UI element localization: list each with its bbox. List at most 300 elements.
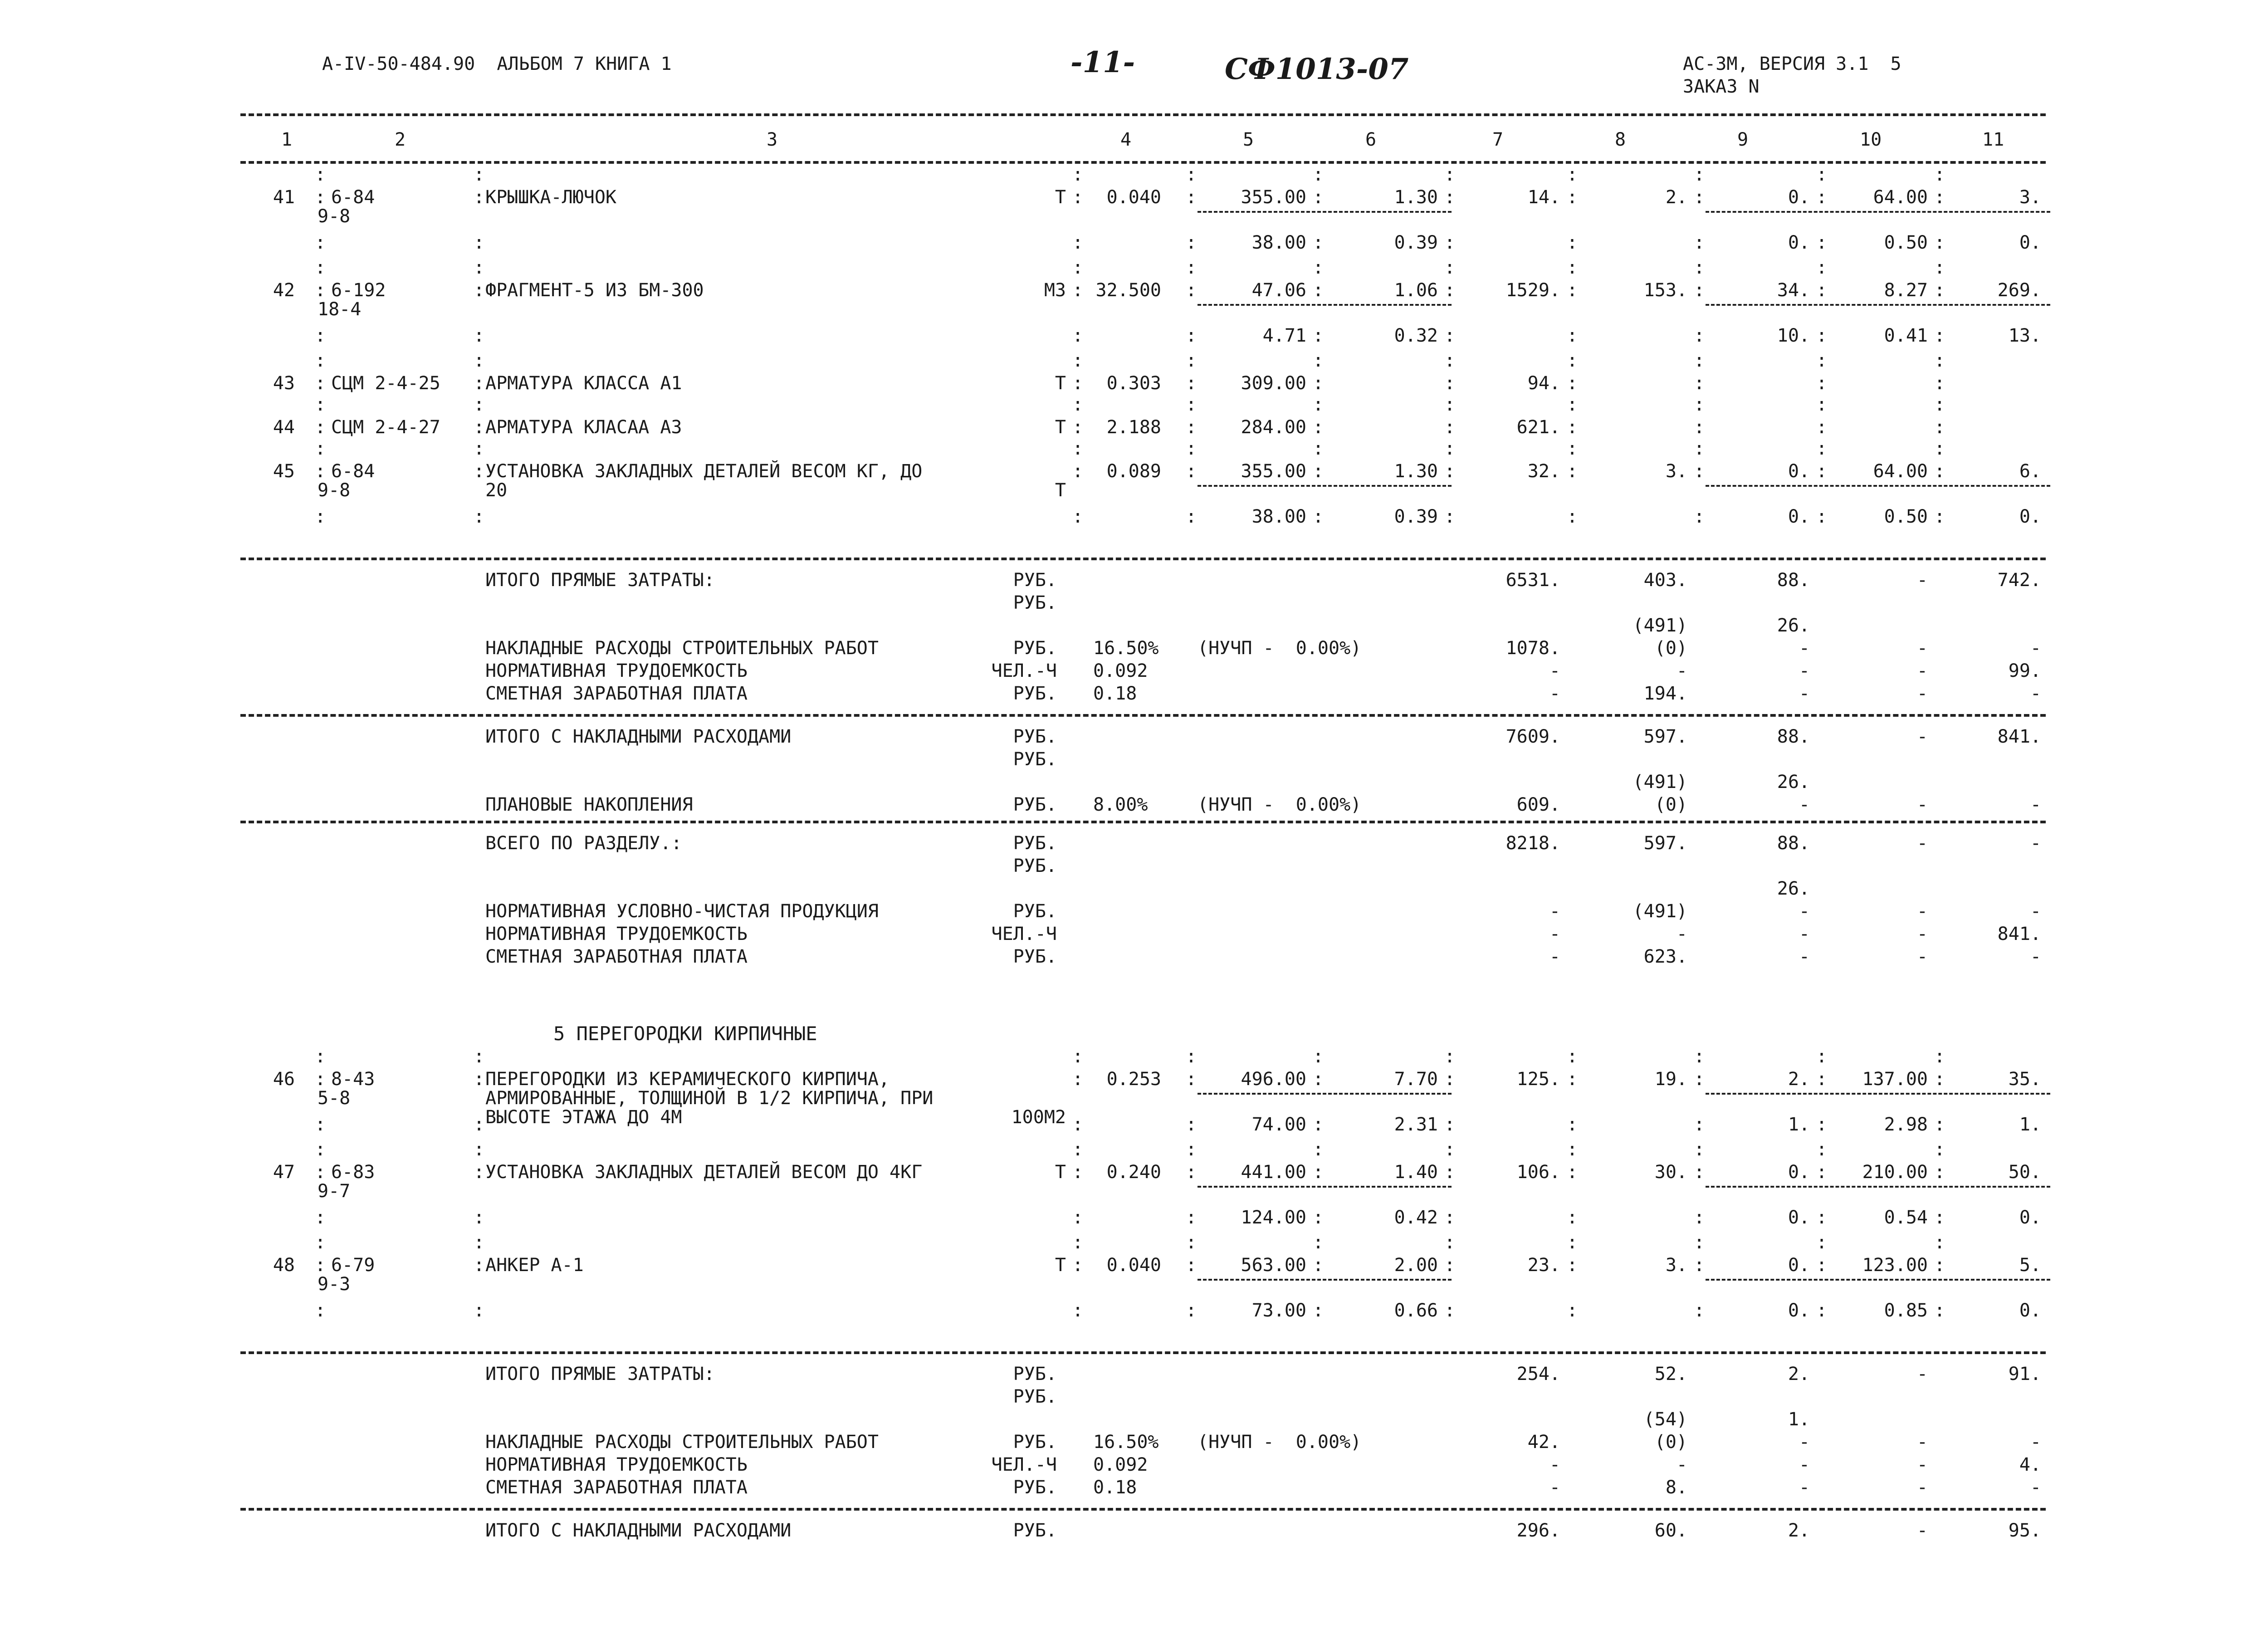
wage-value: 0.18 [1093,683,1137,704]
items.2-gap-separator-8: : [1816,350,1828,371]
item-unit: Т [1055,1255,1066,1276]
items.4-row-separator-3: : [1186,461,1197,482]
item-sub-value-s9: 0. [1788,1207,1810,1228]
items.0-row-separator-8: : [1816,187,1828,208]
section5.items.2-subrow-separator-6: : [1567,1300,1578,1321]
section5.items.2-row-separator-3: : [1186,1255,1197,1276]
items.1-gap-separator-9: : [1934,257,1945,278]
section5.items.2-subrow-separator-2: : [1072,1300,1084,1321]
item-value-c9: 2. [1788,1069,1810,1090]
section5.items.0-subrow-separator-3: : [1186,1114,1197,1135]
s5-direct-costs-col9-sub: 1. [1788,1409,1810,1430]
item-name-line: 20 [485,480,508,501]
items.3-gap-separator-5: : [1444,394,1456,415]
items.4-subrow-separator-8: : [1816,506,1828,527]
items.2-gap-separator-5: : [1444,350,1456,371]
overhead-unit: РУБ. [1013,638,1057,659]
items.3-row-separator-5: : [1444,417,1456,438]
items.2-row-separator-4: : [1313,373,1324,394]
s5-direct-costs-col8-sub: (54) [1643,1409,1687,1430]
section5.items.1-subrow-separator-0: : [315,1207,326,1228]
planned-savings-c8: (0) [1654,794,1687,815]
item-value-c5: 355.00 [1241,187,1306,208]
item-sub-value-s6: 0.39 [1394,506,1438,527]
section-title: 5 ПЕРЕГОРОДКИ КИРПИЧНЫЕ [553,1022,817,1045]
s5-with-overhead-label: ИТОГО С НАКЛАДНЫМИ РАСХОДАМИ [485,1520,792,1541]
labor-c8: - [1676,660,1687,681]
section5.items.0-subrule [1198,1093,1452,1095]
section5.items.0-row-separator-6: : [1567,1069,1578,1090]
item-value-c6: 1.40 [1394,1162,1438,1183]
planned-savings-label: ПЛАНОВЫЕ НАКОПЛЕНИЯ [485,794,693,815]
wages-c8: 194. [1643,683,1687,704]
section5.items.2-row-separator-9: : [1934,1255,1945,1276]
item-value-c11: 269. [1997,280,2041,301]
item-value-qty: 0.089 [1106,461,1161,482]
section5.items.0-row-separator-9: : [1934,1069,1945,1090]
item-code: СЦМ 2-4-25 [331,373,440,394]
items.0-row-separator-2: : [1072,187,1084,208]
items.4-row-separator-1: : [474,461,485,482]
section5.items.1-gap-separator-4: : [1313,1139,1324,1160]
program-version: АС-3М, ВЕРСИЯ 3.1 5 [1683,54,1901,74]
section5.items.1-gap-separator-0: : [315,1139,326,1160]
item-code: 8-43 [331,1069,375,1090]
section5.items.0-gap-separator-1: : [474,1046,485,1067]
rule-before-final [240,1508,2046,1511]
items.2-row-separator-9: : [1934,373,1945,394]
items.2-row-separator-7: : [1694,373,1705,394]
item-value-c7: 125. [1516,1069,1560,1090]
item-sub-value-s5: 38.00 [1251,506,1306,527]
section5.items.0-row-separator-1: : [474,1069,485,1090]
items.3-gap-separator-6: : [1567,394,1578,415]
section5.items.2-gap-separator-0: : [315,1232,326,1253]
item-value-c9: 0. [1788,1162,1810,1183]
items.1-subrow-separator-9: : [1934,325,1945,346]
items.1-subrow-separator-1: : [474,325,485,346]
section5.items.0-subrow-separator-7: : [1694,1114,1705,1135]
items.4-gap-separator-2: : [1072,438,1084,459]
item-value-c8: 2. [1665,187,1687,208]
overhead-c11: - [2030,638,2041,659]
items.0-gap-separator-5: : [1444,164,1456,185]
section5.items.1-subrow-separator-9: : [1934,1207,1945,1228]
s5-labor-value: 0.092 [1093,1454,1148,1475]
section5.items.1-row-separator-4: : [1313,1162,1324,1183]
item-sub-value-s5: 74.00 [1251,1114,1306,1135]
s5-direct-costs-unit-2: РУБ. [1013,1386,1057,1407]
items.3-gap-separator-7: : [1694,394,1705,415]
direct-costs-unit-2: РУБ. [1013,592,1057,613]
items.2-gap-separator-3: : [1186,350,1197,371]
section5.items.0-gap-separator-4: : [1313,1046,1324,1067]
item-sub-value-s10: 0.41 [1884,325,1928,346]
item-value-qty: 0.040 [1106,1255,1161,1276]
section5.items.2-row-separator-8: : [1816,1255,1828,1276]
items.3-row-separator-1: : [474,417,485,438]
items.1-gap-separator-6: : [1567,257,1578,278]
direct-costs-unit: РУБ. [1013,570,1057,591]
planned-savings-c11: - [2030,794,2041,815]
s5-overhead-percent: 16.50% [1093,1432,1159,1453]
item-value-c5: 47.06 [1251,280,1306,301]
section-labor-unit: ЧЕЛ.-Ч [991,924,1057,944]
section-labor-c11: 841. [1997,924,2041,944]
item-sub-value-s6: 0.32 [1394,325,1438,346]
items.4-row-separator-9: : [1934,461,1945,482]
section-wages-unit: РУБ. [1013,946,1057,967]
direct-costs-c8: 403. [1643,570,1687,591]
net-product-unit: РУБ. [1013,901,1057,922]
column-number-5: 5 [1243,129,1254,150]
item-value-c9: 0. [1788,187,1810,208]
s5-labor-c8: - [1676,1454,1687,1475]
items.1-subrow-separator-4: : [1313,325,1324,346]
section5.items.0-gap-separator-5: : [1444,1046,1456,1067]
items.2-row-separator-8: : [1816,373,1828,394]
item-value-qty: 32.500 [1095,280,1161,301]
item-sub-value-s6: 2.31 [1394,1114,1438,1135]
section5.items.2-subrow-separator-8: : [1816,1300,1828,1321]
section5.items.1-gap-separator-2: : [1072,1139,1084,1160]
items.3-row-separator-9: : [1934,417,1945,438]
item-value-c10: 123.00 [1862,1255,1928,1276]
net-product-c9: - [1799,901,1810,922]
wages-c11: - [2030,683,2041,704]
planned-savings-c9: - [1799,794,1810,815]
overhead-c7: 1078. [1505,638,1560,659]
item-value-c8: 19. [1654,1069,1687,1090]
section-total-unit: РУБ. [1013,833,1057,854]
item-value-c9: 0. [1788,1255,1810,1276]
with-overhead-col9-sub: 26. [1777,772,1810,793]
item-name-line: АРМИРОВАННЫЕ, ТОЛЩИНОЙ В 1/2 КИРПИЧА, ПРИ [485,1088,934,1109]
items.4-row-separator-2: : [1072,461,1084,482]
section5.items.0-gap-separator-7: : [1694,1046,1705,1067]
items.2-row-separator-0: : [315,373,326,394]
section5.items.1-subrow-separator-8: : [1816,1207,1828,1228]
item-value-c11: 35. [2008,1069,2041,1090]
item-value-c10: 8.27 [1884,280,1928,301]
items.4-subrow-separator-0: : [315,506,326,527]
section5.items.0-gap-separator-6: : [1567,1046,1578,1067]
item-sub-value-s9: 10. [1777,325,1810,346]
item-value-c5: 284.00 [1241,417,1306,438]
overhead-percent: 16.50% [1093,638,1159,659]
item-value-c5: 309.00 [1241,373,1306,394]
column-number-2: 2 [395,129,406,150]
with-overhead-label: ИТОГО С НАКЛАДНЫМИ РАСХОДАМИ [485,726,792,747]
direct-costs-col8-sub: (491) [1633,615,1687,636]
section5.items.1-gap-separator-7: : [1694,1139,1705,1160]
item-number: 44 [273,417,295,438]
section5.items.1-row-separator-1: : [474,1162,485,1183]
items.3-gap-separator-3: : [1186,394,1197,415]
with-overhead-c7: 7609. [1505,726,1560,747]
items.0-subrow-separator-1: : [474,232,485,253]
item-unit: 100М2 [1011,1107,1066,1128]
item-number: 45 [273,461,295,482]
with-overhead-c10: - [1916,726,1928,747]
section5.items.1-subrow-separator-1: : [474,1207,485,1228]
labor-value: 0.092 [1093,660,1148,681]
section5.items.1-subrow-separator-5: : [1444,1207,1456,1228]
item-value-c7: 106. [1516,1162,1560,1183]
items.3-gap-separator-2: : [1072,394,1084,415]
items.4-subrow-separator-3: : [1186,506,1197,527]
section5.items.2-subrow-separator-0: : [315,1300,326,1321]
item-value-c8: 30. [1654,1162,1687,1183]
item-unit: Т [1055,373,1066,394]
section-total-c7: 8218. [1505,833,1560,854]
section5.items.2-gap-separator-9: : [1934,1232,1945,1253]
s5-labor-c7: - [1549,1454,1560,1475]
items.1-gap-separator-1: : [474,257,485,278]
items.4-gap-separator-0: : [315,438,326,459]
section5.items.0-gap-separator-2: : [1072,1046,1084,1067]
wages-c10: - [1916,683,1928,704]
items.1-row-separator-2: : [1072,280,1084,301]
item-sub-value-s5: 38.00 [1251,232,1306,253]
column-number-4: 4 [1120,129,1132,150]
item-value-c6: 2.00 [1394,1255,1438,1276]
labor-label: НОРМАТИВНАЯ ТРУДОЕМКОСТЬ [485,660,748,681]
items.0-gap-separator-4: : [1313,164,1324,185]
net-product-c10: - [1916,901,1928,922]
section5.items.2-gap-separator-7: : [1694,1232,1705,1253]
item-unit: Т [1055,187,1066,208]
s5-with-overhead-c7: 296. [1516,1520,1560,1541]
section5.items.1-subrow-separator-4: : [1313,1207,1324,1228]
items.0-gap-separator-1: : [474,164,485,185]
rule-before-totals-4 [240,1351,2046,1354]
items.4-gap-separator-8: : [1816,438,1828,459]
item-value-c11: 3. [2019,187,2041,208]
s5-labor-c11: 4. [2019,1454,2041,1475]
section5.items.1-row-separator-9: : [1934,1162,1945,1183]
section5.items.1-row-separator-3: : [1186,1162,1197,1183]
section5.items.2-gap-separator-8: : [1816,1232,1828,1253]
items.2-gap-separator-7: : [1694,350,1705,371]
items.4-row-separator-6: : [1567,461,1578,482]
items.1-subrow-separator-0: : [315,325,326,346]
items.2-row-separator-6: : [1567,373,1578,394]
s5-overhead-unit: РУБ. [1013,1432,1057,1453]
labor-c10: - [1916,660,1928,681]
items.0-subrow-separator-3: : [1186,232,1197,253]
net-product-label: НОРМАТИВНАЯ УСЛОВНО-ЧИСТАЯ ПРОДУКЦИЯ [485,901,879,922]
items.3-row-separator-8: : [1816,417,1828,438]
rule-before-totals-3 [240,821,2046,823]
items.4-subrow-separator-6: : [1567,506,1578,527]
overhead-c8: (0) [1654,638,1687,659]
item-unit: М3 [1044,280,1066,301]
item-code: 6-84 [331,461,375,482]
items.1-row-separator-8: : [1816,280,1828,301]
items.4-row-separator-7: : [1694,461,1705,482]
section5.items.2-subrow-separator-9: : [1934,1300,1945,1321]
items.4-row-separator-5: : [1444,461,1456,482]
rule-before-totals-2 [240,714,2046,717]
items.0-row-separator-1: : [474,187,485,208]
section5.items.1-gap-separator-9: : [1934,1139,1945,1160]
items.4-gap-separator-9: : [1934,438,1945,459]
section-total-c9: 88. [1777,833,1810,854]
items.2-gap-separator-6: : [1567,350,1578,371]
with-overhead-c8: 597. [1643,726,1687,747]
item-value-c8: 3. [1665,461,1687,482]
section5.items.2-subrow-separator-5: : [1444,1300,1456,1321]
section5.items.0-row-separator-4: : [1313,1069,1324,1090]
labor-c7: - [1549,660,1560,681]
s5-overhead-nuchp: (НУЧП - 0.00%) [1198,1432,1362,1453]
items.0-row-separator-6: : [1567,187,1578,208]
items.4-gap-separator-5: : [1444,438,1456,459]
item-value-qty: 0.240 [1106,1162,1161,1183]
item-sub-code: 9-3 [318,1274,351,1295]
items.2-row-separator-1: : [474,373,485,394]
items.1-row-separator-1: : [474,280,485,301]
s5-labor-c10: - [1916,1454,1928,1475]
items.1-row-separator-0: : [315,280,326,301]
items.0-gap-separator-7: : [1694,164,1705,185]
item-value-c6: 7.70 [1394,1069,1438,1090]
item-value-c9: 0. [1788,461,1810,482]
items.2-gap-separator-9: : [1934,350,1945,371]
items.2-row-separator-2: : [1072,373,1084,394]
item-name-line: УСТАНОВКА ЗАКЛАДНЫХ ДЕТАЛЕЙ ВЕСОМ ДО 4КГ [485,1162,923,1183]
s5-wages-label: СМЕТНАЯ ЗАРАБОТНАЯ ПЛАТА [485,1477,748,1498]
section-total-c10: - [1916,833,1928,854]
items.1-gap-separator-2: : [1072,257,1084,278]
items.4-subrule-right [1706,485,2050,487]
items.0-subrow-separator-7: : [1694,232,1705,253]
items.3-row-separator-3: : [1186,417,1197,438]
item-number: 48 [273,1255,295,1276]
items.1-gap-separator-4: : [1313,257,1324,278]
s5-direct-costs-unit: РУБ. [1013,1364,1057,1384]
items.0-subrule [1198,211,1452,213]
items.4-subrow-separator-9: : [1934,506,1945,527]
items.4-subrow-separator-7: : [1694,506,1705,527]
item-value-c5: 496.00 [1241,1069,1306,1090]
rule-under-column-numbers [240,161,2046,164]
section5.items.1-subrule-right [1706,1186,2050,1188]
item-value-qty: 0.253 [1106,1069,1161,1090]
items.2-row-separator-3: : [1186,373,1197,394]
items.0-row-separator-5: : [1444,187,1456,208]
section5.items.0-gap-separator-0: : [315,1046,326,1067]
overhead-c10: - [1916,638,1928,659]
items.1-gap-separator-0: : [315,257,326,278]
section5.items.0-subrow-separator-0: : [315,1114,326,1135]
items.3-row-separator-6: : [1567,417,1578,438]
s5-with-overhead-c11: 95. [2008,1520,2041,1541]
rule-top [240,113,2046,116]
s5-overhead-c9: - [1799,1432,1810,1453]
items.4-subrule [1198,485,1452,487]
item-code: 6-79 [331,1255,375,1276]
item-code: 6-84 [331,187,375,208]
column-number-1: 1 [281,129,293,150]
direct-costs-c7: 6531. [1505,570,1560,591]
item-value-c6: 1.30 [1394,461,1438,482]
section5.items.2-gap-separator-6: : [1567,1232,1578,1253]
s5-with-overhead-unit: РУБ. [1013,1520,1057,1541]
item-name-line: КРЫШКА-ЛЮЧОК [485,187,616,208]
section5.items.0-gap-separator-3: : [1186,1046,1197,1067]
section5.items.2-subrow-separator-7: : [1694,1300,1705,1321]
labor-unit: ЧЕЛ.-Ч [991,660,1057,681]
section5.items.2-gap-separator-2: : [1072,1232,1084,1253]
items.1-gap-separator-7: : [1694,257,1705,278]
items.4-gap-separator-3: : [1186,438,1197,459]
section-total-label: ВСЕГО ПО РАЗДЕЛУ.: [485,833,682,854]
items.0-row-separator-9: : [1934,187,1945,208]
s5-direct-costs-c7: 254. [1516,1364,1560,1384]
with-overhead-c11: 841. [1997,726,2041,747]
item-value-c10: 137.00 [1862,1069,1928,1090]
item-sub-code: 18-4 [318,299,362,320]
items.1-subrow-separator-3: : [1186,325,1197,346]
column-number-8: 8 [1615,129,1626,150]
item-sub-value-s11: 0. [2019,1300,2041,1321]
labor-c9: - [1799,660,1810,681]
items.1-subrule [1198,304,1452,306]
s5-with-overhead-c9: 2. [1788,1520,1810,1541]
items.3-gap-separator-4: : [1313,394,1324,415]
section5.items.1-row-separator-0: : [315,1162,326,1183]
items.1-row-separator-7: : [1694,280,1705,301]
item-sub-value-s11: 13. [2008,325,2041,346]
section-labor-c8: - [1676,924,1687,944]
items.1-subrow-separator-7: : [1694,325,1705,346]
item-sub-value-s9: 0. [1788,1300,1810,1321]
s5-direct-costs-c9: 2. [1788,1364,1810,1384]
s5-labor-unit: ЧЕЛ.-Ч [991,1454,1057,1475]
section-labor-c9: - [1799,924,1810,944]
items.0-row-separator-3: : [1186,187,1197,208]
item-sub-value-s5: 73.00 [1251,1300,1306,1321]
section5.items.2-subrule [1198,1279,1452,1281]
section5.items.0-gap-separator-8: : [1816,1046,1828,1067]
column-number-9: 9 [1737,129,1749,150]
item-value-c7: 23. [1527,1255,1560,1276]
item-sub-code: 9-8 [318,480,351,501]
items.1-row-separator-5: : [1444,280,1456,301]
items.2-gap-separator-0: : [315,350,326,371]
section5.items.1-subrow-separator-3: : [1186,1207,1197,1228]
items.1-row-separator-3: : [1186,280,1197,301]
column-number-6: 6 [1365,129,1377,150]
item-sub-value-s11: 0. [2019,506,2041,527]
items.1-subrow-separator-5: : [1444,325,1456,346]
item-sub-value-s10: 0.50 [1884,506,1928,527]
wages-unit: РУБ. [1013,683,1057,704]
item-value-qty: 0.040 [1106,187,1161,208]
items.1-subrow-separator-8: : [1816,325,1828,346]
direct-costs-label: ИТОГО ПРЯМЫЕ ЗАТРАТЫ: [485,570,715,591]
items.0-gap-separator-2: : [1072,164,1084,185]
item-sub-code: 9-7 [318,1181,351,1202]
item-unit: Т [1055,480,1066,501]
items.3-gap-separator-1: : [474,394,485,415]
item-value-c7: 1529. [1505,280,1560,301]
items.0-subrow-separator-8: : [1816,232,1828,253]
item-value-c7: 14. [1527,187,1560,208]
items.0-gap-separator-9: : [1934,164,1945,185]
